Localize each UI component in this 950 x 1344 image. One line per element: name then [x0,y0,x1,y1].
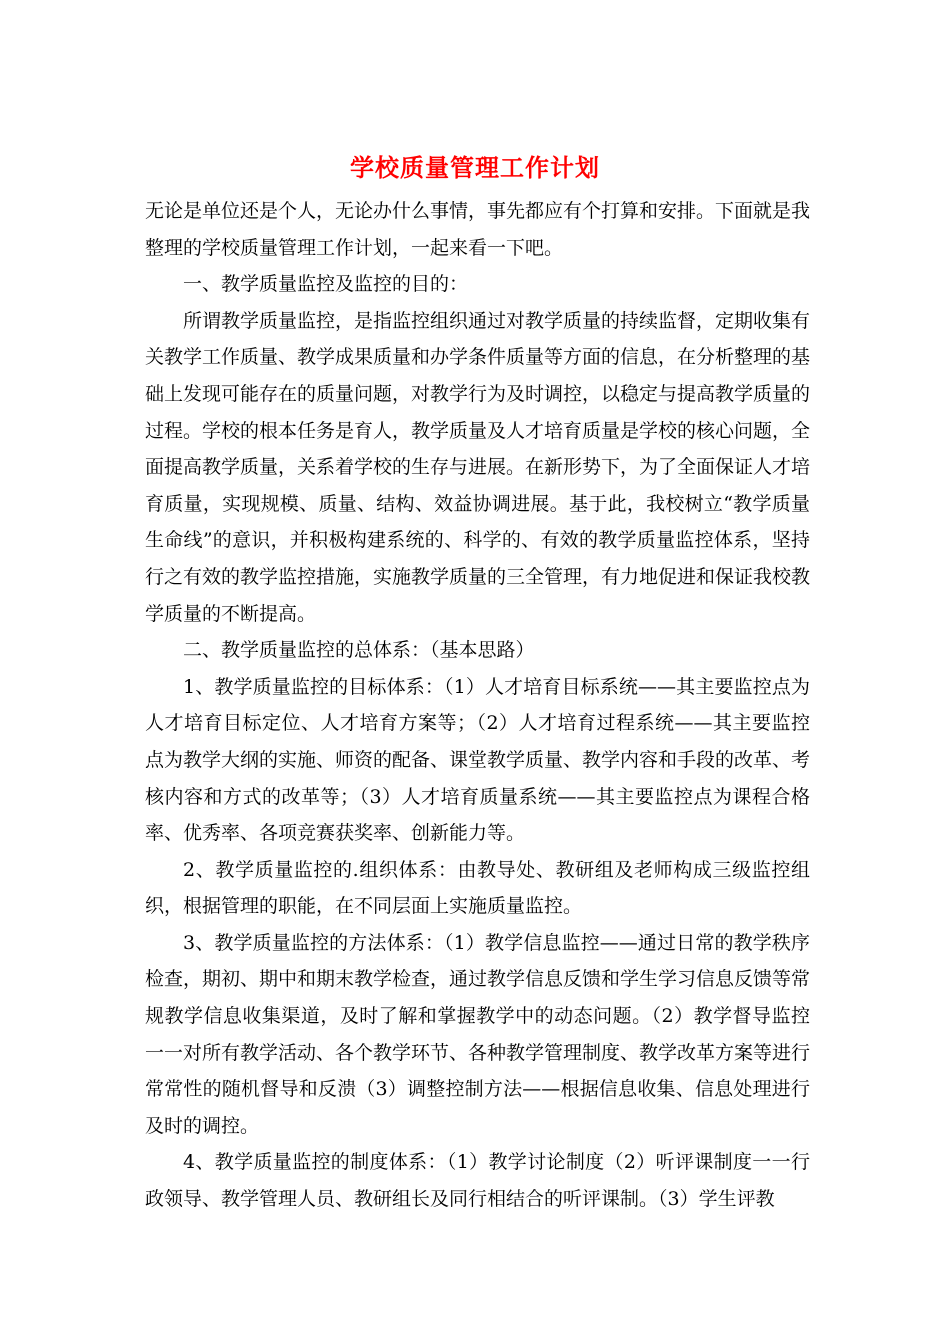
body-paragraph: 2、教学质量监控的.组织体系：由教导处、教研组及老师构成三级监控组织，根据管理的职能，在不同层面上实施质量监控。 [145,858,810,918]
intro-paragraph: 无论是单位还是个人，无论办什么事情，事先都应有个打算和安排。下面就是我整理的学校质量管理工作计划，一起来看一下吧。 [145,200,811,259]
body-paragraph: 3、教学质量监控的方法体系：（1）教学信息监控——通过日常的教学秩序检查，期初、期中和期末教学检查，通过教学信息反馈和学生学习信息反馈等常规教学信息收集渠道，及时了解和掌握教学中的动态问题。（2）教学督导监控一一对所有教学活动、各个教学环节、各种教学管理制度、教学改革方案等进行常常性的随机督导和反溃（3）调整控制方法——根据信息收集、信息处理进行及时的调控。 [145,931,811,1137]
body-paragraph: 4、教学质量监控的制度体系：（1）教学讨论制度（2）听评课制度一一行政领导、教学管理人员、教研组长及同行相结合的听评课制。（3）学生评教 [145,1151,810,1211]
body-paragraph: 1、教学质量监控的目标体系：（1）人才培育目标系统——其主要监控点为人才培育目标定位、人才培育方案等；（2）人才培育过程系统——其主要监控点为教学大纲的实施、师资的配备、课堂教学质量、教学内容和手段的改革、考核内容和方式的改革等；（3）人才培育质量系统——其主要监控点为课程合格率、优秀率、各项竞赛获奖率、创新能力等。 [145,675,811,845]
document-body [145,193,810,1218]
document-title: 学校质量管理工作计划 [350,153,600,182]
body-paragraph: 所谓教学质量监控，是指监控组织通过对教学质量的持续监督，定期收集有关教学工作质量、教学成果质量和办学条件质量等方面的信息，在分析整理的基础上发现可能存在的质量问题，对教学行为及时调控，以稳定与提高教学质量的过程。学校的根本任务是育人，教学质量及人才培育质量是学校的核心问题，全面提高教学质量，关系着学校的生存与进展。在新形势下，为了全面保证人才培育质量，实现规模、质量、结构、效益协调进展。基于此，我校树立“教学质量生命线”的意识，并积极构建系统的、科学的、有效的教学质量监控体系，坚持行之有效的教学监控措施，实施教学质量的三全管理，有力地促进和保证我校教学质量的不断提高。 [145,309,811,625]
section-heading-1: 一、教学质量监控及监控的目的： [183,273,469,296]
section-heading-2: 二、教学质量监控的总体系：（基本思路） [183,639,535,662]
